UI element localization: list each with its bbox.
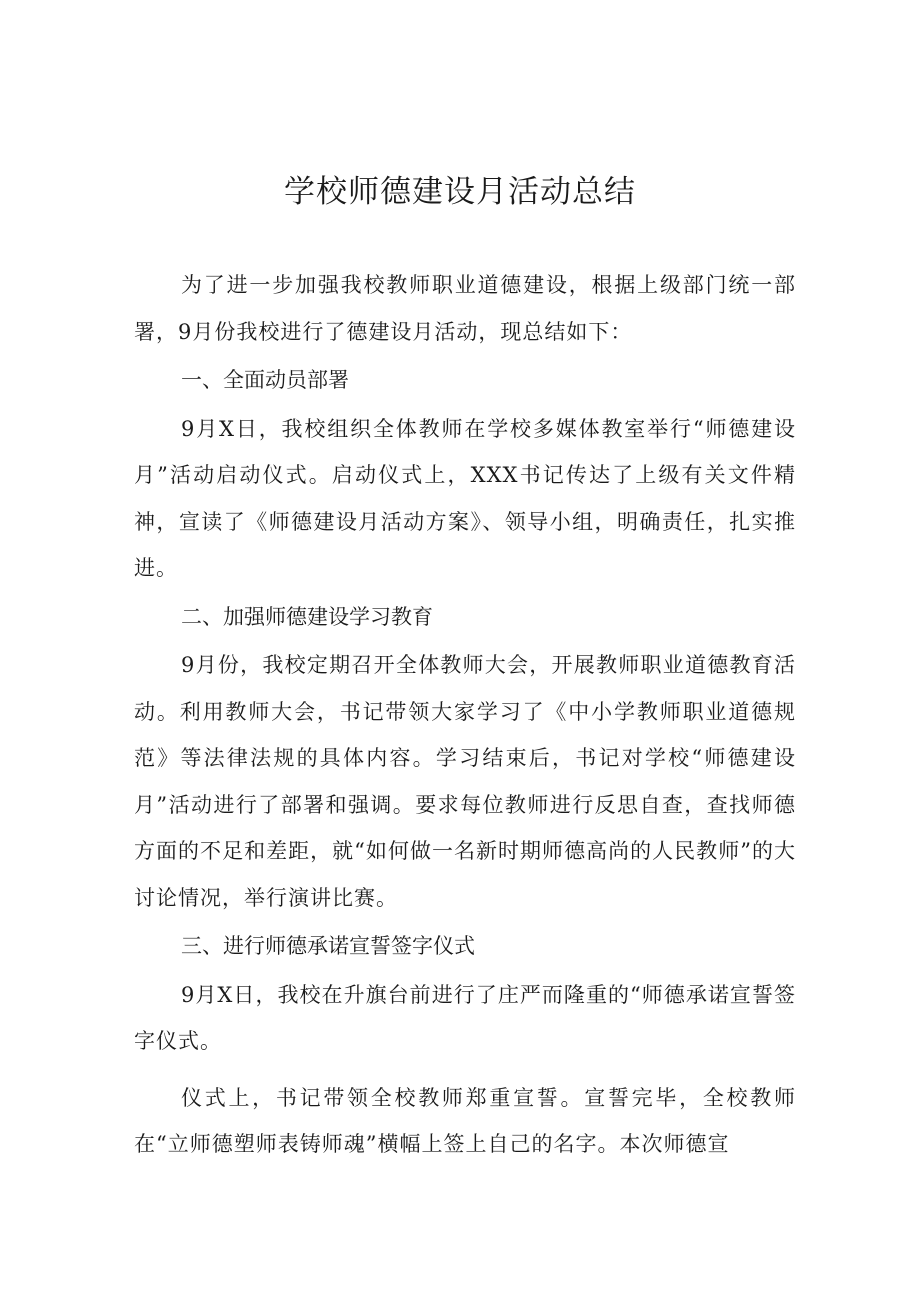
section-heading-3: 三、进行师德承诺宣誓签字仪式 <box>181 934 475 958</box>
intro-paragraph: 为了进一步加强我校教师职业道德建设，根据上级部门统一部署，9月份我校进行了德建设月活动，现总结如下： <box>134 273 796 344</box>
section-3-paragraph-1: 9月X日，我校在升旗台前进行了庄严而隆重的“师德承诺宣誓签字仪式。 <box>134 982 796 1053</box>
section-2-paragraph-1: 9月份，我校定期召开全体教师大会，开展教师职业道德教育活动。利用教师大会，书记带领大家学习了《中小学教师职业道德规范》等法律法规的具体内容。学习结束后，书记对学校“师德建设月”活动进行了部署和强调。要求每位教师进行反思自查，查找师德方面的不足和差距，就“如何做一名新时期师德高尚的人民教师”的大讨论情况，举行演讲比赛。 <box>134 653 796 910</box>
section-heading-2: 二、加强师德建设学习教育 <box>181 604 433 629</box>
section-heading-1: 一、全面动员部署 <box>181 368 349 392</box>
document-title: 学校师德建设月活动总结 <box>284 174 636 210</box>
section-3-paragraph-2: 仪式上，书记带领全校教师郑重宣誓。宣誓完毕，全校教师在“立师德塑师表铸师魂”横幅上签上自己的名字。本次师德宣 <box>134 1085 796 1156</box>
document-body <box>134 262 796 1168</box>
section-1-paragraph-1: 9月X日，我校组织全体教师在学校多媒体教室举行“师德建设月”活动启动仪式。启动仪式上，XXX书记传达了上级有关文件精神，宣读了《师德建设月活动方案》、领导小组，明确责任，扎实推进。 <box>134 416 796 580</box>
